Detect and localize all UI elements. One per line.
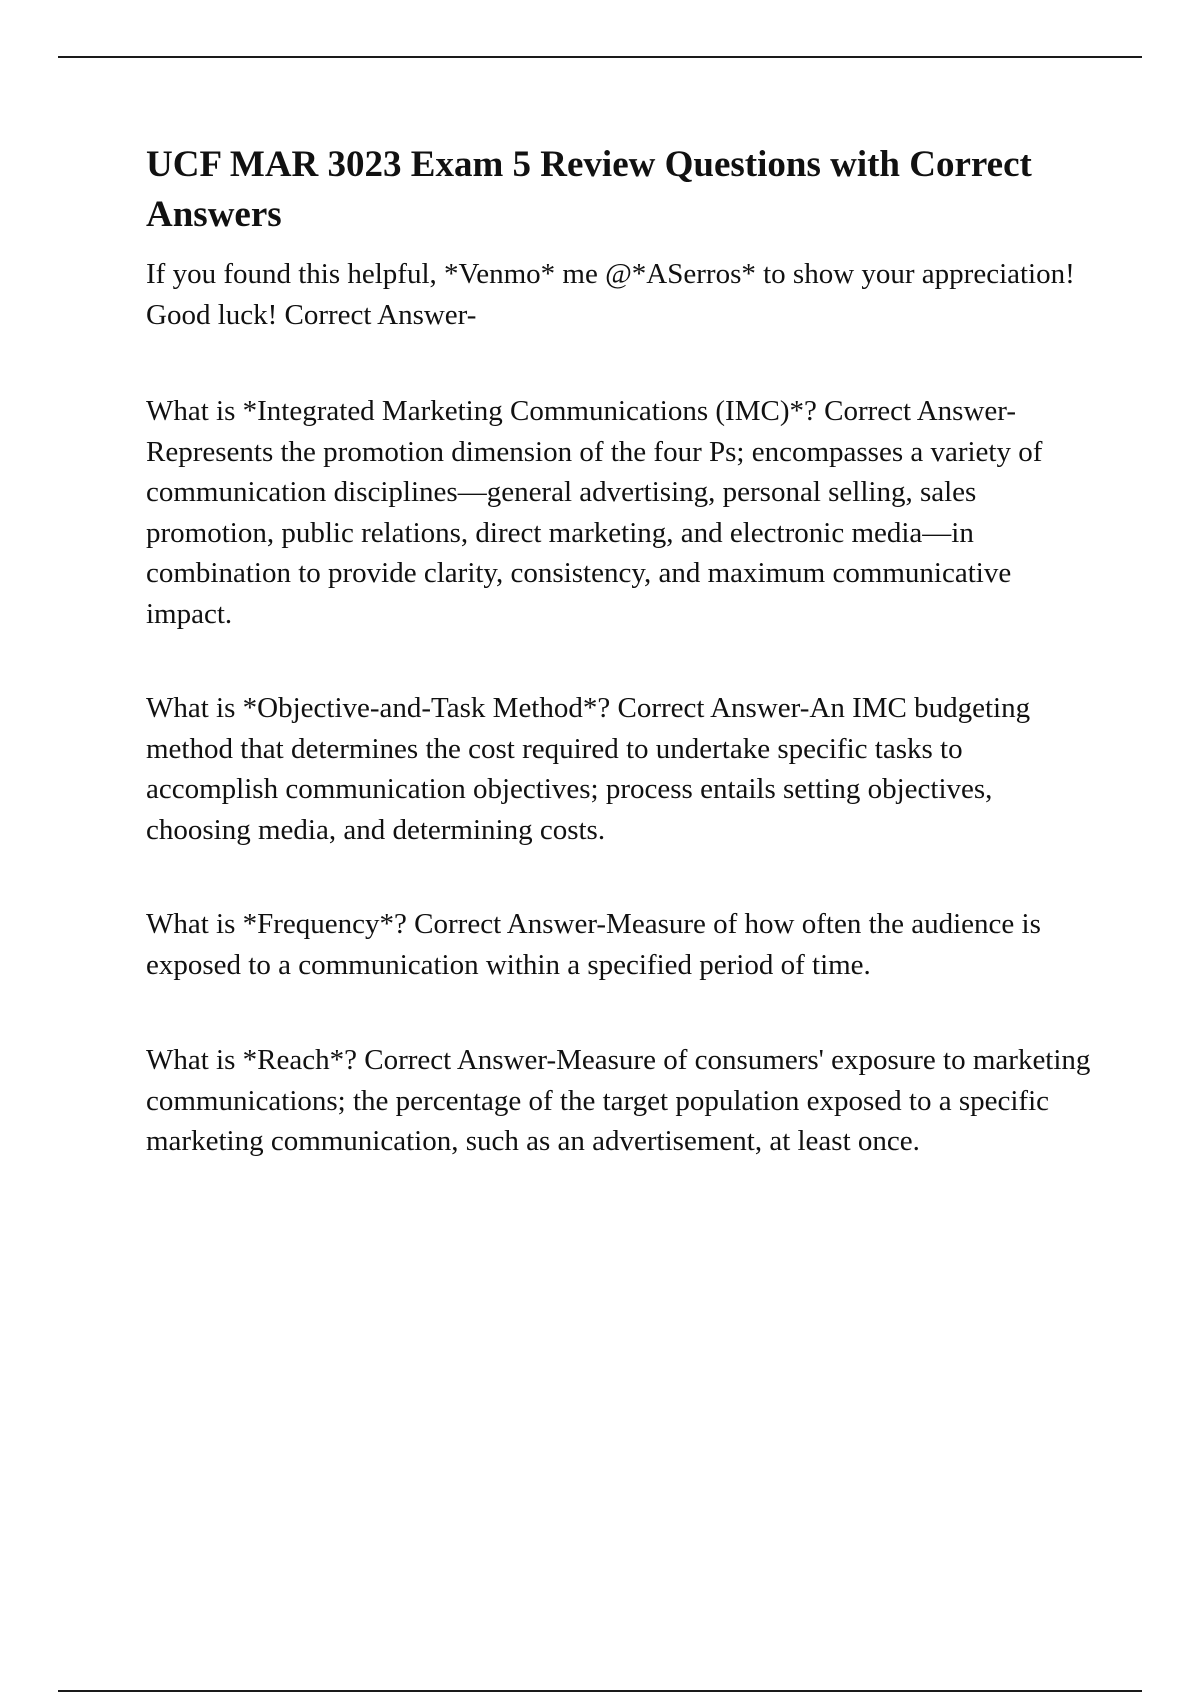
bottom-rule bbox=[58, 1690, 1142, 1692]
qa-item-imc: What is *Integrated Marketing Communications (IMC)*? Correct Answer-Represents the promotion dimension of the four Ps; encompasses a variety of communication disciplines—general advertising, personal selling, sales promotion, public relations, direct marketing, and electronic media—in combination to provide clarity, consistency, and maximum communicative impact. bbox=[146, 395, 1043, 630]
document-body bbox=[146, 140, 1096, 1162]
intro-paragraph: If you found this helpful, *Venmo* me @*ASerros* to show your appreciation! Good luck! Correct Answer- bbox=[146, 258, 1075, 331]
qa-item-objective-and-task: What is *Objective-and-Task Method*? Correct Answer-An IMC budgeting method that determines the cost required to undertake specific tasks to accomplish communication objectives; process entails setting objectives, choosing media, and determining costs. bbox=[146, 692, 1031, 846]
top-rule bbox=[58, 56, 1142, 58]
qa-item-reach: What is *Reach*? Correct Answer-Measure of consumers' exposure to marketing communications; the percentage of the target population exposed to a specific marketing communication, such as an advertisement, at least once. bbox=[146, 1044, 1091, 1157]
document-title: UCF MAR 3023 Exam 5 Review Questions with Correct Answers bbox=[146, 144, 1032, 235]
qa-item-frequency: What is *Frequency*? Correct Answer-Measure of how often the audience is exposed to a communication within a specified period of time. bbox=[146, 908, 1041, 981]
